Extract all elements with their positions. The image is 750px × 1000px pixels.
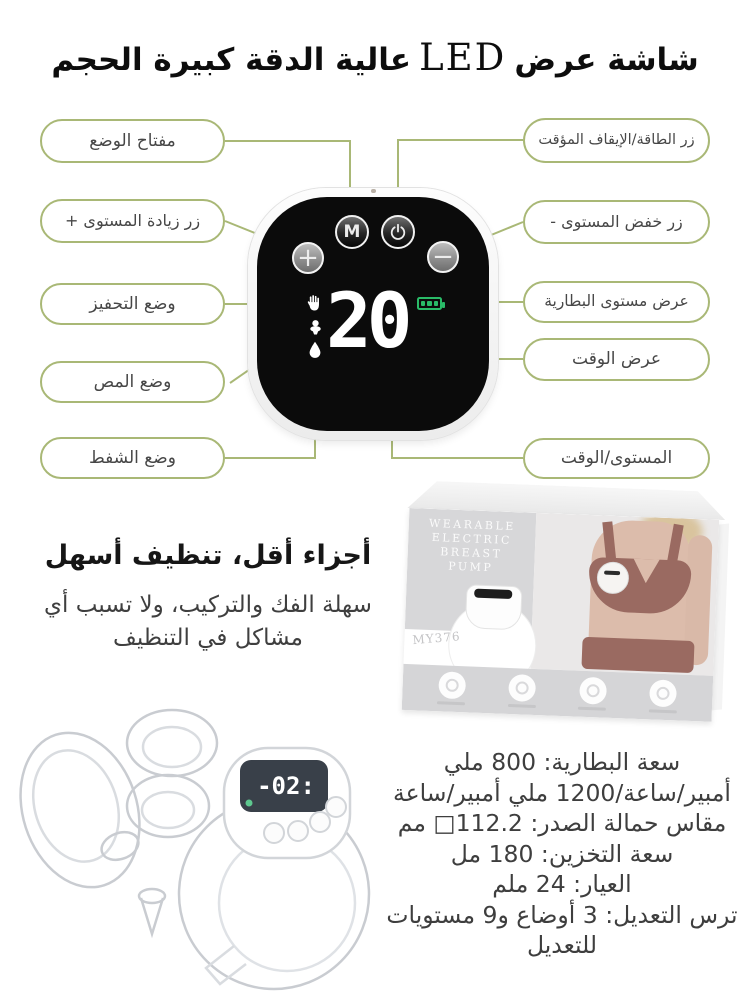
callout-mode-switch: مفتاح الوضع <box>40 119 225 163</box>
badge-icon <box>508 674 536 702</box>
power-button <box>381 215 415 249</box>
title-arabic-tail: عالية الدقة كبيرة الحجم <box>51 42 412 78</box>
spec-line: العيار: 24 ملم <box>492 870 632 898</box>
fewer-parts-section <box>8 540 408 655</box>
level-time-readout: 20 <box>326 276 408 365</box>
section-heading: أجزاء أقل، تنظيف أسهل <box>44 540 372 571</box>
section-body-line1: سهلة الفك والتركيب، ولا تسبب أي <box>44 592 372 618</box>
power-icon <box>389 223 407 241</box>
feature-badge <box>508 674 537 708</box>
feature-badge <box>578 677 607 711</box>
pump-led-display-device <box>248 188 498 440</box>
box-lifestyle-photo <box>531 513 720 675</box>
drop-icon <box>308 341 322 359</box>
specifications-text <box>382 747 742 961</box>
device-notch <box>371 189 376 193</box>
callout-level-up-button: زر زيادة المستوى + <box>40 199 225 243</box>
title-led-word: LED <box>419 36 507 79</box>
badge-icon <box>438 672 466 700</box>
page-title <box>0 36 750 79</box>
callout-stimulation-mode: وضع التحفيز <box>40 283 225 325</box>
spec-line: أمبير/ساعة/1200 ملي أمبير/ساعة <box>393 778 731 807</box>
plus-button: + <box>292 242 324 274</box>
box-model-number: MY376 <box>411 629 462 648</box>
battery-icon <box>417 297 442 310</box>
callout-expression-mode: وضع الشفط <box>40 437 225 479</box>
callout-level-down-button: زر خفض المستوى - <box>523 200 710 244</box>
device-screen <box>257 197 489 431</box>
spec-line: سعة التخزين: 180 مل <box>450 839 674 868</box>
badge-icon <box>579 677 607 705</box>
callout-time-display: عرض الوقت <box>523 338 710 381</box>
badge-icon <box>649 680 677 708</box>
pump-parts-photo <box>2 688 394 1000</box>
product-box-photo <box>400 480 727 722</box>
minus-button: − <box>427 241 459 273</box>
feature-badge <box>649 680 678 714</box>
box-brand-text: WEARABLE ELECTRIC BREAST PUMP <box>428 516 517 575</box>
woman-bottoms <box>581 637 694 673</box>
section-body-line2: مشاكل في التنظيف <box>113 625 303 651</box>
callout-suckle-mode: وضع المص <box>40 361 225 403</box>
mode-button: M <box>335 215 369 249</box>
hand-icon <box>304 293 324 313</box>
spec-line: للتعديل <box>526 931 598 959</box>
parts-device-readout: -02: <box>257 772 315 800</box>
feature-badge <box>437 672 466 706</box>
spec-line: مقاس حمالة الصدر: 112.2□ مم <box>397 809 727 837</box>
callout-level-time: المستوى/الوقت <box>523 438 710 479</box>
box-device-screen <box>474 589 512 599</box>
callout-power-pause-button: زر الطاقة/الإيقاف المؤقت <box>523 118 710 163</box>
pacifier-icon <box>308 319 323 336</box>
spec-line: سعة البطارية: 800 ملي <box>443 748 681 776</box>
callout-battery-level-display: عرض مستوى البطارية <box>523 281 710 323</box>
box-front-face <box>402 508 720 722</box>
title-arabic-lead: شاشة عرض <box>514 42 699 78</box>
spec-line: ترس التعديل: 3 أوضاع و9 مستويات <box>386 900 738 929</box>
